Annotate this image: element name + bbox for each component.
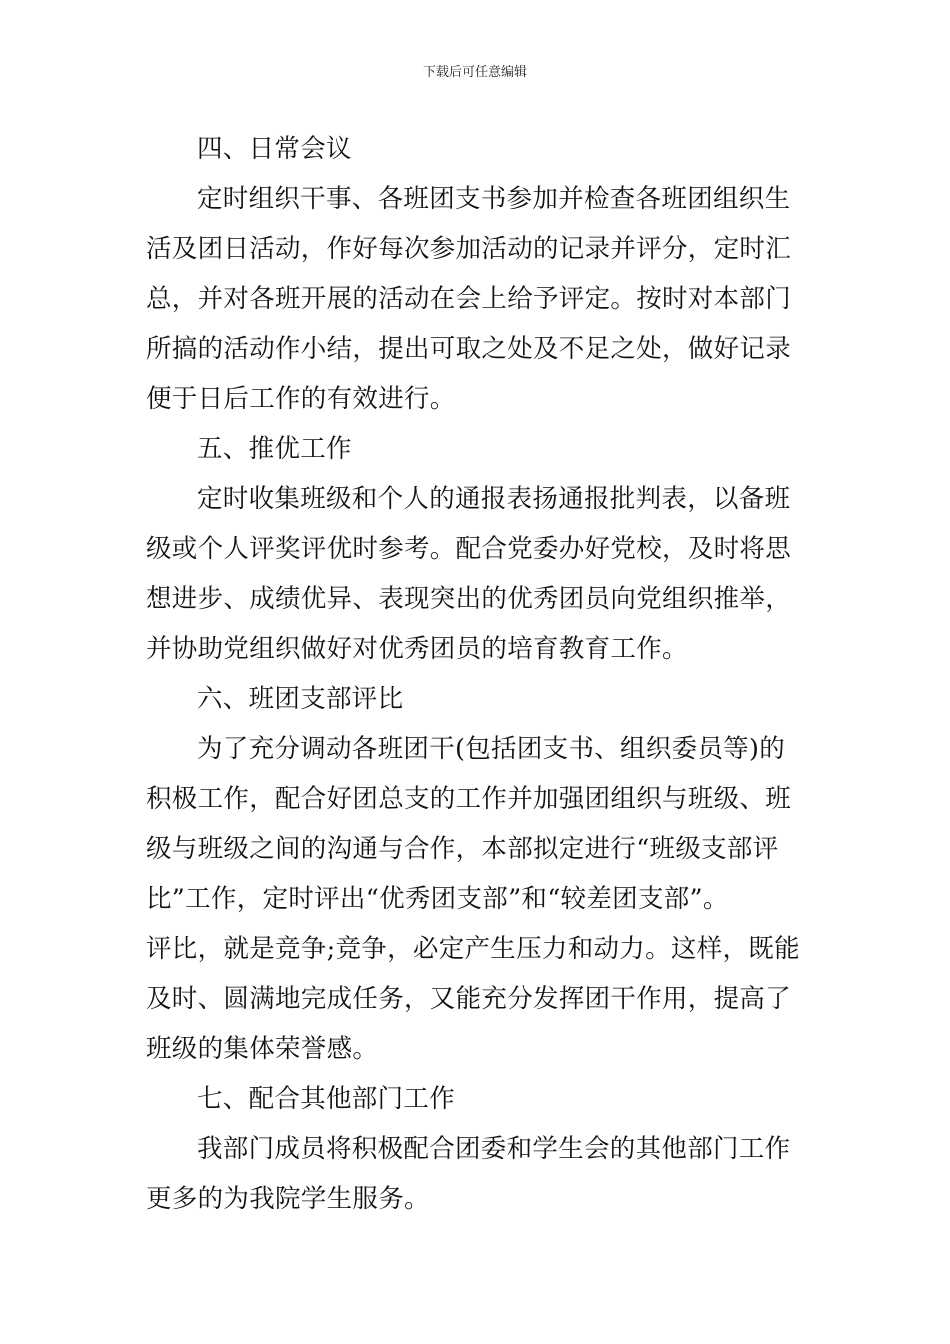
paragraph-line: 级与班级之间的沟通与合作，本部拟定进行“班级支部评 (146, 834, 779, 864)
section-heading-daily-meetings: 四、日常会议 (197, 134, 352, 164)
paragraph-line: 活及团日活动，作好每次参加活动的记录并评分，定时汇 (146, 234, 792, 264)
paragraph-line: 便于日后工作的有效进行。 (146, 384, 456, 414)
paragraph-line: 定时组织干事、各班团支书参加并检查各班团组织生 (197, 184, 791, 214)
section-heading-branch-evaluation: 六、班团支部评比 (197, 684, 404, 714)
document-body (146, 124, 806, 1224)
paragraph-line: 评比，就是竞争;竞争，必定产生压力和动力。这样，既能 (146, 934, 800, 964)
paragraph-line: 积极工作，配合好团总支的工作并加强团组织与班级、班 (146, 784, 792, 814)
paragraph-line: 定时收集班级和个人的通报表扬通报批判表，以备班 (197, 484, 791, 514)
paragraph-line: 所搞的活动作小结，提出可取之处及不足之处，做好记录 (146, 334, 792, 364)
paragraph-line: 比”工作，定时评出“优秀团支部”和“较差团支部”。 (146, 884, 729, 914)
paragraph-line: 更多的为我院学生服务。 (146, 1184, 430, 1214)
paragraph-line: 及时、圆满地完成任务，又能充分发挥团干作用，提高了 (146, 984, 792, 1014)
paragraph-line: 班级的集体荣誉感。 (146, 1034, 379, 1064)
section-heading-cooperation: 七、配合其他部门工作 (197, 1084, 456, 1114)
page-header: 下载后可任意编辑 (422, 65, 527, 80)
paragraph-line: 级或个人评奖评优时参考。配合党委办好党校，及时将思 (146, 534, 792, 564)
paragraph-line: 想进步、成绩优异、表现突出的优秀团员向党组织推举， (146, 584, 792, 614)
section-heading-recommendation: 五、推优工作 (197, 434, 352, 464)
paragraph-line: 总，并对各班开展的活动在会上给予评定。按时对本部门 (146, 284, 792, 314)
paragraph-line: 我部门成员将积极配合团委和学生会的其他部门工作 (197, 1134, 791, 1164)
paragraph-line: 并协助党组织做好对优秀团员的培育教育工作。 (146, 634, 688, 664)
paragraph-line: 为了充分调动各班团干(包括团支书、组织委员等)的 (197, 734, 786, 764)
